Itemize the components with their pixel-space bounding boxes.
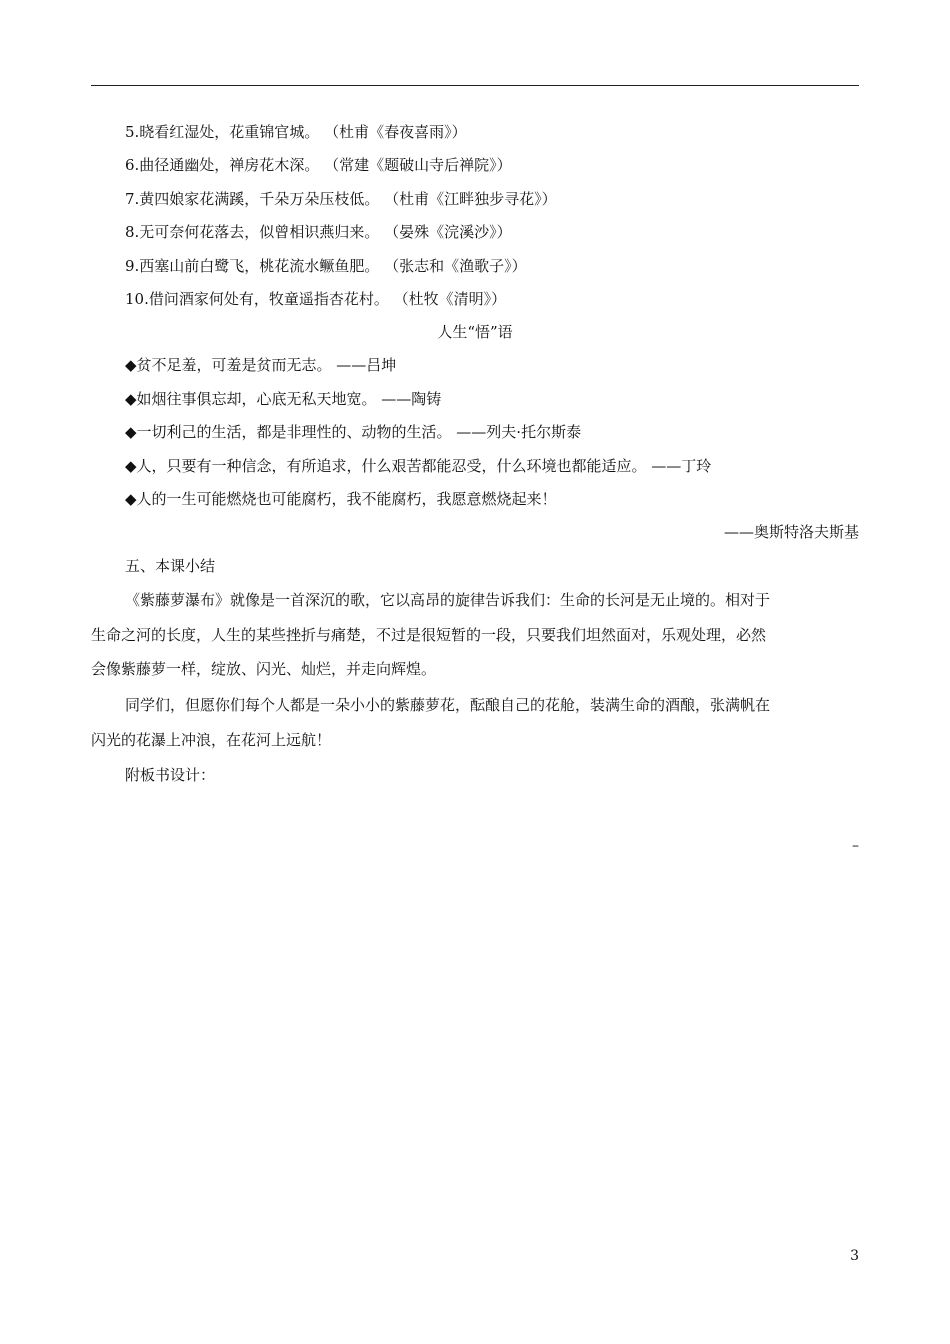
summary-paragraph-2-line-2: 闪光的花瀑上冲浪，在花河上远航！ xyxy=(91,731,332,749)
poem-line-10: 10.借问酒家何处有，牧童遥指杏花村。 （杜牧《清明》） xyxy=(125,290,507,308)
page-number: 3 xyxy=(850,1248,859,1264)
quote-item: ◆如烟往事俱忘却，心底无私天地宽。 ——陶铸 xyxy=(125,390,442,408)
stray-mark: – xyxy=(852,838,859,854)
poem-line-8: 8.无可奈何花落去，似曾相识燕归来。 （晏殊《浣溪沙》） xyxy=(125,223,512,241)
poem-line-5: 5.晓看红湿处，花重锦官城。 （杜甫《春夜喜雨》） xyxy=(125,123,467,141)
quote-item: ◆人，只要有一种信念，有所追求，什么艰苦都能忍受，什么环境也都能适应。 ——丁玲 xyxy=(125,457,712,475)
quote-item: ◆一切利己的生活，都是非理性的、动物的生活。 ——列夫·托尔斯泰 xyxy=(125,423,582,441)
poem-line-7: 7.黄四娘家花满蹊，千朵万朵压枝低。 （杜甫《江畔独步寻花》） xyxy=(125,190,557,208)
quote-author: ——奥斯特洛夫斯基 xyxy=(723,523,859,541)
board-design-label: 附板书设计： xyxy=(125,766,216,784)
summary-paragraph-1-line-2: 生命之河的长度，人生的某些挫折与痛楚，不过是很短暂的一段，只要我们坦然面对，乐观处理，必然 xyxy=(91,626,767,644)
header-rule xyxy=(91,85,859,86)
summary-paragraph-1-line-1: 《紫藤萝瀑布》就像是一首深沉的歌，它以高昂的旋律告诉我们：生命的长河是无止境的。相对于 xyxy=(125,591,771,609)
summary-paragraph-1-line-3: 会像紫藤萝一样，绽放、闪光、灿烂，并走向辉煌。 xyxy=(91,660,437,678)
quote-item: ◆人的一生可能燃烧也可能腐朽，我不能腐朽，我愿意燃烧起来！ xyxy=(125,490,557,508)
quotes-title: 人生“悟”语 xyxy=(437,323,513,341)
summary-paragraph-2-line-1: 同学们，但愿你们每个人都是一朵小小的紫藤萝花，酝酿自己的花舱，装满生命的酒酿，张满帆在 xyxy=(125,696,771,714)
poem-line-9: 9.西塞山前白鹭飞，桃花流水鳜鱼肥。 （张志和《渔歌子》） xyxy=(125,257,527,275)
section-heading: 五、本课小结 xyxy=(125,557,216,575)
quote-item: ◆贫不足羞，可羞是贫而无志。 ——吕坤 xyxy=(125,356,397,374)
poem-line-6: 6.曲径通幽处，禅房花木深。 （常建《题破山寺后禅院》） xyxy=(125,156,512,174)
